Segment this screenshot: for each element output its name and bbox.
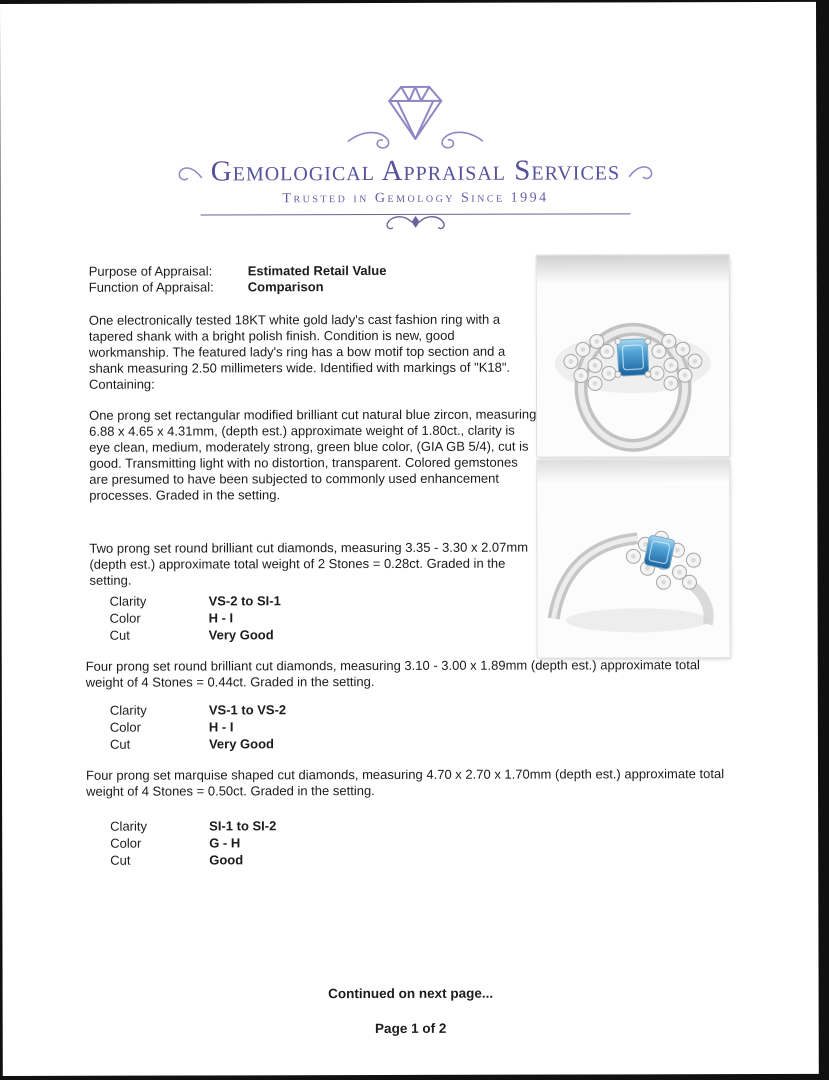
grade-row-cut	[110, 626, 281, 643]
grade-row-cut	[110, 851, 276, 868]
grade-row-clarity	[110, 592, 281, 609]
ring-photo-front-view	[537, 255, 730, 457]
blue-zircon-stone	[644, 535, 676, 570]
grade-row-clarity	[110, 817, 276, 834]
clarity-label: Clarity	[110, 818, 148, 834]
paragraph-ring-description: One electronically tested 18KT white gold lady's cast fashion ring with a tapered shank with a bright polish finish. Condition is new, good workmanship. The featured lady's ring has a bow motif top section and a shank measuring 2.50 millimeters wide. Identified with markings of "K18". Containing:	[88, 311, 511, 392]
brand-name: Gemological Appraisal Services	[210, 154, 621, 188]
ring-front-illustration	[537, 255, 730, 457]
cut-value: Very Good	[208, 736, 274, 752]
purpose-row	[89, 263, 387, 280]
cut-label: Cut	[110, 852, 131, 868]
grade-row-color	[110, 834, 276, 851]
clarity-value: SI-1 to SI-2	[209, 818, 277, 834]
brand-tagline: Trusted in Gemology Since 1994	[282, 190, 549, 207]
paragraph-four-marquise-diamonds: Four prong set marquise shaped cut diamonds, measuring 4.70 x 2.70 x 1.70mm (depth est.) approximate total weight of 4 Stones = 0.50ct. Graded in the setting.	[85, 766, 725, 799]
blue-zircon-stone	[617, 339, 649, 377]
continued-note: Continued on next page...	[328, 985, 494, 1002]
paragraph-four-round-diamonds: Four prong set round brilliant cut diamonds, measuring 3.10 - 3.00 x 1.89mm (depth est.) approximate total weight of 4 Stones = 0.44ct. Graded in the setting.	[85, 657, 700, 690]
grade-table-four-round	[110, 701, 286, 752]
ring-side-illustration	[537, 460, 730, 658]
function-label: Function of Appraisal:	[88, 279, 214, 295]
color-value: H - I	[208, 610, 234, 626]
rule-ornament-icon	[384, 213, 448, 235]
cut-label: Cut	[109, 736, 131, 752]
appraisal-meta	[89, 263, 387, 296]
clarity-label: Clarity	[109, 702, 147, 718]
paragraph-two-round-diamonds: Two prong set round brilliant cut diamonds, measuring 3.35 - 3.30 x 2.07mm (depth est.) approximate total weight of 2 Stones = 0.28ct. Graded in the setting.	[89, 539, 529, 588]
grade-table-four-marquise	[110, 817, 276, 868]
color-value: H - I	[208, 719, 234, 735]
appraisal-page	[0, 2, 819, 1076]
cut-value: Very Good	[208, 627, 274, 643]
grade-row-cut	[110, 735, 286, 752]
function-value: Comparison	[247, 279, 324, 295]
grade-table-two-round	[110, 592, 281, 643]
paragraph-blue-zircon: One prong set rectangular modified brilliant cut natural blue zircon, measuring 6.88 x 4.65 x 4.31mm, (depth est.) approximate weight of 1.80ct., clarity is eye clean, medium, moderately strong, green blue color, (GIA GB 5/4), cut is good. Transmitting light with no distortion, transparent. Colored gemstones are presumed to have been subjected to commonly used enhancement processes. Graded in the setting.	[89, 406, 537, 503]
clarity-value: VS-2 to SI-1	[208, 593, 281, 609]
flourish-right-icon	[628, 160, 654, 182]
grade-row-color	[110, 718, 286, 735]
purpose-value: Estimated Retail Value	[247, 262, 387, 279]
brand-title-row	[85, 154, 745, 189]
color-value: G - H	[209, 835, 241, 851]
cut-value: Good	[209, 852, 244, 868]
grade-row-clarity	[110, 701, 286, 718]
cut-label: Cut	[109, 627, 130, 643]
function-row	[89, 279, 387, 296]
ring-photo-side-view	[537, 460, 730, 658]
color-label: Color	[109, 610, 141, 626]
flourish-left-icon	[177, 161, 203, 183]
color-label: Color	[109, 719, 141, 735]
diamond-logo-icon	[330, 79, 500, 153]
page-indicator: Page 1 of 2	[375, 1020, 447, 1037]
purpose-label: Purpose of Appraisal:	[88, 263, 213, 279]
color-label: Color	[110, 835, 142, 851]
brand-header	[85, 78, 745, 236]
header-rule	[201, 213, 631, 235]
grade-row-color	[110, 609, 281, 626]
clarity-label: Clarity	[109, 593, 147, 609]
clarity-value: VS-1 to VS-2	[208, 702, 287, 718]
